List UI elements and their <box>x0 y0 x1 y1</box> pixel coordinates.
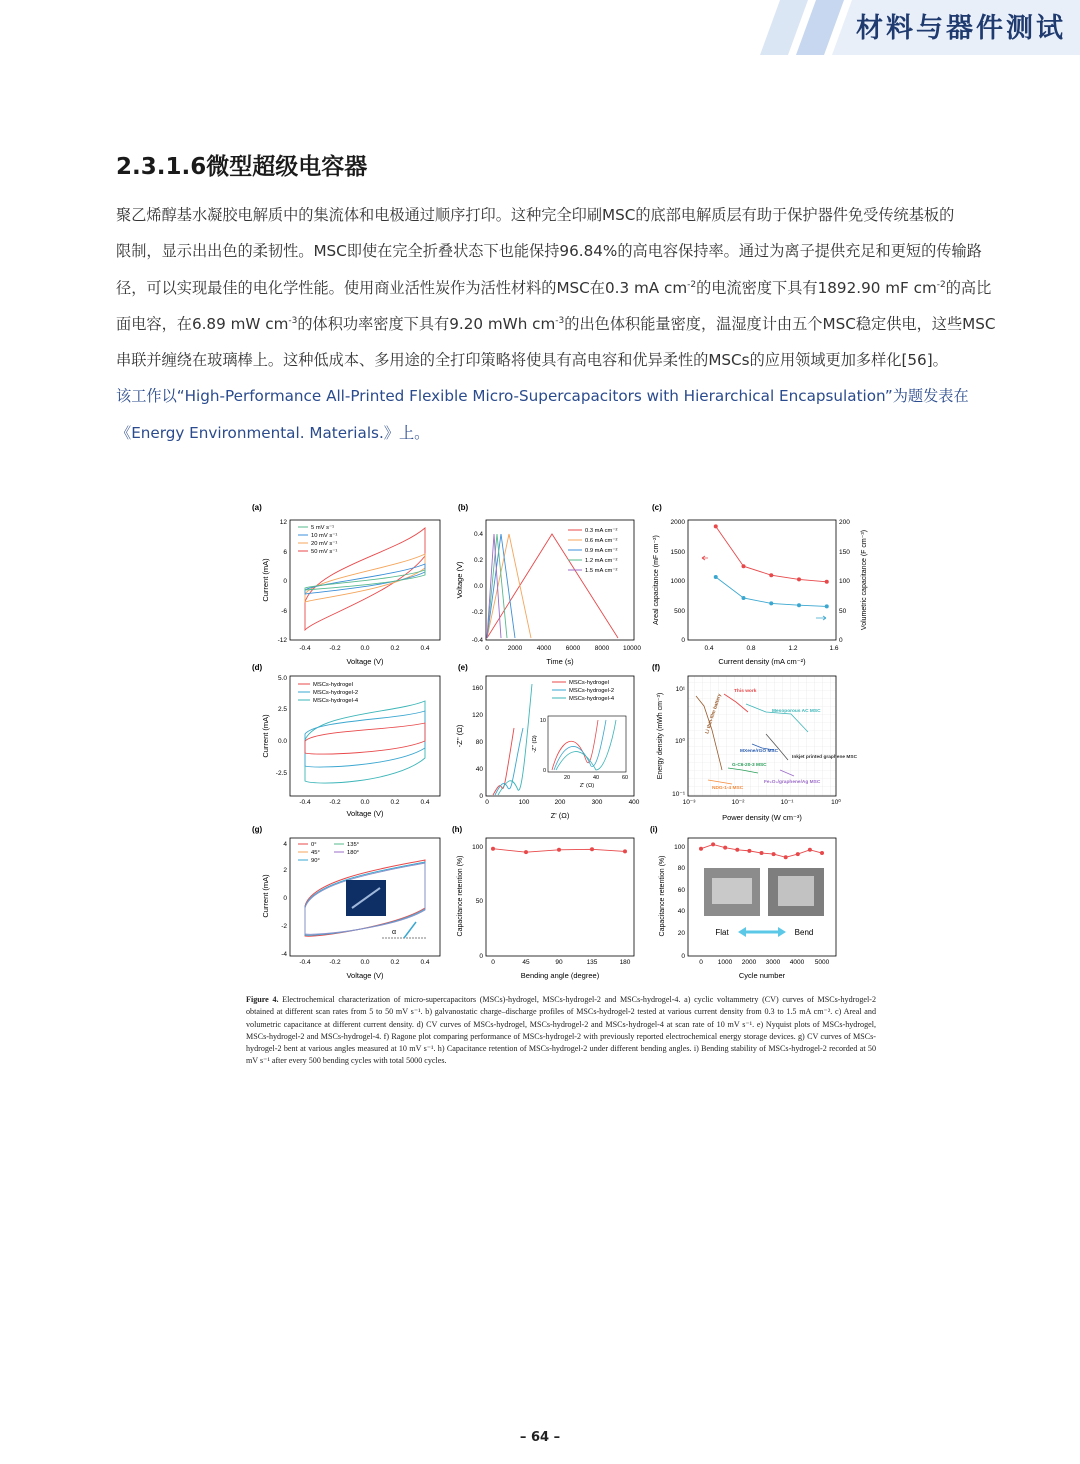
panel-e <box>455 663 640 820</box>
axis-label: Volumetric capacitance (F cm⁻³) <box>861 529 868 631</box>
svg-text:90: 90 <box>555 959 563 966</box>
svg-text:300: 300 <box>591 799 603 806</box>
svg-text:2: 2 <box>283 867 287 874</box>
axis-label: Capacitance retention (%) <box>457 855 464 937</box>
svg-text:0.4: 0.4 <box>420 799 430 806</box>
svg-text:10 mV s⁻¹: 10 mV s⁻¹ <box>311 533 338 539</box>
areal-capacitance-point <box>825 580 829 584</box>
svg-text:400: 400 <box>628 799 640 806</box>
volumetric-capacitance-point <box>825 604 829 608</box>
retention-angle-point <box>524 850 528 854</box>
axis-label: Cycle number <box>738 971 786 980</box>
svg-text:MSCs-hydrogel: MSCs-hydrogel <box>569 680 609 686</box>
legend <box>298 525 337 555</box>
svg-text:120: 120 <box>472 712 483 719</box>
axis-label: Areal capacitance (mF cm⁻²) <box>653 535 660 625</box>
svg-text:90°: 90° <box>311 858 320 864</box>
svg-text:4000: 4000 <box>536 645 552 652</box>
panel-i <box>650 825 836 980</box>
panel-label: (b) <box>458 503 469 512</box>
svg-text:0.0: 0.0 <box>360 645 370 652</box>
panel-f <box>652 663 858 822</box>
svg-text:180°: 180° <box>347 850 359 856</box>
panel-a <box>252 503 440 666</box>
svg-text:8000: 8000 <box>594 645 610 652</box>
retention-cycle-point <box>735 848 739 852</box>
svg-text:-0.2: -0.2 <box>329 959 341 966</box>
svg-text:150: 150 <box>839 549 850 556</box>
axis-label: Current density (mA cm⁻²) <box>718 657 806 666</box>
svg-text:60: 60 <box>621 775 629 781</box>
svg-text:-Z'' (Ω): -Z'' (Ω) <box>532 735 538 753</box>
legend <box>552 680 615 702</box>
svg-text:Inkjet printed graphene MSC: Inkjet printed graphene MSC <box>792 755 858 760</box>
svg-text:0: 0 <box>681 637 685 644</box>
svg-text:MSCs-hydrogel-4: MSCs-hydrogel-4 <box>313 698 359 704</box>
retention-cycle-point <box>723 846 727 850</box>
figure-caption: Figure 4. Electrochemical characterization of micro-supercapacitors (MSCs)-hydrogel, MSCs-hydrogel-2 and MSCs-hydrogel-4. a) cyclic voltammetry (CV) curves of MSCs-hydrogel-2 obtained at different scan rates from 5 to 50 mV s⁻¹. b) galvanostatic charge–discharge profiles of MSCs-hydrogel-2 tested at various current density from 0.3 to 1.5 mA cm⁻². c) Areal and volumetric capacitance at different current density. d) CV curves of MSCs-hydrogel, MSCs-hydrogel-2 and MSCs-hydrogel-4 at scan rate of 10 mV s⁻¹. e) Nyquist plots of MSCs-hydrogel, MSCs-hydrogel-2 and MSCs-hydrogel-4. f) Ragone plot comparing performance of MSCs-hydrogel-2 with previously reported electrochemical energy storage devices. g) CV curves of MSCs-hydrogel-2 bent at various angles measured at 10 mV s⁻¹. h) Capacitance retention of MSCs-hydrogel-2 under different bending angles. i) Bending stability of MSCs-hydrogel-2 recorded at 50 mV s⁻¹ after every 500 bending cycles with total 5000 cycles. <box>246 995 877 1066</box>
retention-cycle-point <box>784 855 788 859</box>
svg-text:0: 0 <box>479 793 483 800</box>
svg-text:Li thin-film battery: Li thin-film battery <box>705 693 723 735</box>
volumetric-capacitance-point <box>742 596 746 600</box>
svg-text:40: 40 <box>475 766 483 773</box>
svg-text:10⁻¹: 10⁻¹ <box>780 799 794 806</box>
svg-text:80: 80 <box>475 739 483 746</box>
axis-label: -Z'' (Ω) <box>455 724 464 748</box>
retention-cycle-point <box>796 852 800 856</box>
svg-text:-2.5: -2.5 <box>275 770 287 777</box>
svg-text:NDG-1-4 MSC: NDG-1-4 MSC <box>712 786 744 791</box>
svg-text:0: 0 <box>283 578 287 585</box>
axis-label: Voltage (V) <box>346 657 384 666</box>
svg-text:-0.2: -0.2 <box>329 799 341 806</box>
areal-capacitance-point <box>714 524 718 528</box>
svg-text:10⁻³: 10⁻³ <box>682 799 696 806</box>
axis-label: Voltage (V) <box>346 809 384 818</box>
page-number: – 64 – <box>519 1430 561 1445</box>
svg-text:Bend: Bend <box>794 928 814 937</box>
figure-4 <box>246 498 882 988</box>
svg-text:0: 0 <box>485 645 489 652</box>
svg-text:2000: 2000 <box>741 959 757 966</box>
svg-text:10⁰: 10⁰ <box>675 738 685 745</box>
retention-cycle-point <box>747 849 751 853</box>
svg-text:200: 200 <box>554 799 566 806</box>
publication-line: 该工作以“High-Performance All-Printed Flexible Micro-Supercapacitors with Hierarchical Encapsulation”为题发表在 <box>116 387 969 406</box>
svg-text:1.2 mA cm⁻²: 1.2 mA cm⁻² <box>585 558 618 564</box>
svg-text:0: 0 <box>681 953 685 960</box>
svg-text:80: 80 <box>677 865 685 872</box>
svg-text:200: 200 <box>839 519 850 526</box>
retention-cycle-point <box>820 851 824 855</box>
legend <box>298 682 359 704</box>
chart-i-plot <box>699 842 824 859</box>
svg-text:0: 0 <box>485 799 489 806</box>
chart-c-plot <box>714 524 829 608</box>
svg-text:0.8: 0.8 <box>746 645 756 652</box>
svg-text:-4: -4 <box>281 951 287 958</box>
body-line: 限制，显示出出色的柔韧性。MSC即使在完全折叠状态下也能保持96.84%的高电容保持率。通过为离子提供充足和更短的传输路 <box>116 242 982 261</box>
retention-cycle-line <box>701 844 822 857</box>
panel-label: (c) <box>652 503 662 512</box>
axis-label: Current (mA) <box>261 558 270 602</box>
svg-text:5 mV s⁻¹: 5 mV s⁻¹ <box>311 525 335 531</box>
svg-text:0.2: 0.2 <box>473 557 483 564</box>
axis-label: Bending angle (degree) <box>520 971 600 980</box>
retention-angle-point <box>590 847 594 851</box>
svg-text:40: 40 <box>592 775 600 781</box>
svg-text:Mesoporous AC MSC: Mesoporous AC MSC <box>772 709 821 714</box>
svg-text:0.2: 0.2 <box>390 959 400 966</box>
svg-text:MSCs-hydrogel-2: MSCs-hydrogel-2 <box>569 688 615 694</box>
svg-text:MSCs-hydrogel-2: MSCs-hydrogel-2 <box>313 690 359 696</box>
body-paragraph <box>116 197 1016 451</box>
areal-capacitance-point <box>797 577 801 581</box>
svg-text:0.2: 0.2 <box>390 799 400 806</box>
svg-text:100: 100 <box>839 578 850 585</box>
panel-label: (e) <box>458 663 468 672</box>
section-title: 2.3.1.6微型超级电容器 <box>116 154 368 180</box>
panel-h <box>452 825 634 980</box>
svg-text:20: 20 <box>677 930 685 937</box>
journal-line: 《Energy Environmental. Materials.》上。 <box>116 423 430 442</box>
svg-text:50: 50 <box>475 898 483 905</box>
svg-text:3000: 3000 <box>765 959 781 966</box>
body-line: 径，可以实现最佳的电化学性能。使用商业活性炭作为活性材料的MSC在0.3 mA $cm^{-2}$的电流密度下具有1892.90 mF $cm^{-2}$的高比 <box>116 278 992 297</box>
svg-text:135: 135 <box>586 959 598 966</box>
axis-label: Energy density (mWh cm⁻³) <box>657 692 664 780</box>
svg-text:10⁻²: 10⁻² <box>731 799 745 806</box>
svg-text:-0.2: -0.2 <box>471 609 483 616</box>
svg-text:0.3 mA cm⁻²: 0.3 mA cm⁻² <box>585 528 618 534</box>
svg-text:0.4: 0.4 <box>704 645 714 652</box>
svg-text:10: 10 <box>539 718 546 724</box>
svg-text:135°: 135° <box>347 842 359 848</box>
svg-text:20 mV s⁻¹: 20 mV s⁻¹ <box>311 541 338 547</box>
svg-text:0°: 0° <box>311 842 317 848</box>
retention-cycle-point <box>772 852 776 856</box>
legend <box>568 528 617 574</box>
svg-text:0: 0 <box>699 959 703 966</box>
svg-text:180: 180 <box>619 959 631 966</box>
svg-text:0.2: 0.2 <box>390 645 400 652</box>
svg-text:0.0: 0.0 <box>360 799 370 806</box>
svg-text:5000: 5000 <box>814 959 830 966</box>
svg-text:1.2: 1.2 <box>788 645 798 652</box>
svg-text:4: 4 <box>283 841 287 848</box>
body-line: 聚乙烯醇基水凝胶电解质中的集流体和电极通过顺序打印。这种完全印刷MSC的底部电解质层有助于保护器件免受传统基板的 <box>116 206 955 224</box>
retention-angle-point <box>557 848 561 852</box>
svg-text:-0.4: -0.4 <box>299 959 311 966</box>
svg-text:MXene/rGO MSC: MXene/rGO MSC <box>740 749 779 754</box>
svg-text:1000: 1000 <box>717 959 733 966</box>
panel-label: (i) <box>650 825 658 834</box>
retention-cycle-point <box>699 847 703 851</box>
volumetric-capacitance-point <box>797 603 801 607</box>
panel-d <box>252 663 440 818</box>
chart-h-plot <box>491 847 627 854</box>
axis-label: Time (s) <box>546 657 574 666</box>
svg-text:0: 0 <box>283 895 287 902</box>
svg-text:160: 160 <box>472 685 483 692</box>
svg-text:Z' (Ω): Z' (Ω) <box>579 783 595 789</box>
svg-text:0.4: 0.4 <box>420 645 430 652</box>
panel-label: (f) <box>652 663 660 672</box>
axis-label: Current (mA) <box>261 714 270 758</box>
svg-text:10⁻¹: 10⁻¹ <box>672 791 685 798</box>
svg-text:45: 45 <box>522 959 530 966</box>
svg-text:MSCs-hydrogel: MSCs-hydrogel <box>313 682 353 688</box>
svg-text:1.5 mA cm⁻²: 1.5 mA cm⁻² <box>585 568 618 574</box>
svg-text:-12: -12 <box>277 637 287 644</box>
svg-text:50 mV s⁻¹: 50 mV s⁻¹ <box>311 549 338 555</box>
svg-text:100: 100 <box>518 799 530 806</box>
svg-text:-6: -6 <box>281 608 287 615</box>
svg-text:0.0: 0.0 <box>473 583 483 590</box>
svg-text:-0.2: -0.2 <box>329 645 341 652</box>
svg-text:6000: 6000 <box>565 645 581 652</box>
retention-cycle-point <box>808 848 812 852</box>
svg-text:40: 40 <box>677 908 685 915</box>
svg-text:50: 50 <box>839 608 847 615</box>
axis-label: Voltage (V) <box>346 971 384 980</box>
axis-label: Capacitance retention (%) <box>659 855 666 937</box>
panel-label: (g) <box>252 825 263 834</box>
svg-text:4000: 4000 <box>789 959 805 966</box>
svg-text:0.0: 0.0 <box>277 738 287 745</box>
panel-label: (d) <box>252 663 263 672</box>
svg-text:45°: 45° <box>311 850 320 856</box>
inset-nyquist <box>532 716 628 789</box>
panel-c <box>652 503 868 666</box>
svg-text:0: 0 <box>479 953 483 960</box>
svg-text:12: 12 <box>279 519 287 526</box>
svg-text:0.9 mA cm⁻²: 0.9 mA cm⁻² <box>585 548 618 554</box>
volumetric-capacitance-point <box>714 575 718 579</box>
svg-text:10⁰: 10⁰ <box>831 799 841 806</box>
retention-cycle-point <box>760 851 764 855</box>
svg-text:20: 20 <box>563 775 571 781</box>
axis-label: Power density (W cm⁻³) <box>722 813 802 822</box>
panel-label: (a) <box>252 503 262 512</box>
svg-text:0: 0 <box>491 959 495 966</box>
svg-text:-0.4: -0.4 <box>471 637 483 644</box>
svg-text:G-C6-20-3 MSC: G-C6-20-3 MSC <box>732 763 767 768</box>
svg-text:0: 0 <box>839 637 843 644</box>
svg-text:0: 0 <box>542 768 546 774</box>
svg-text:2000: 2000 <box>507 645 523 652</box>
svg-text:Fe₂O₃/graphene/Ag MSC: Fe₂O₃/graphene/Ag MSC <box>764 780 821 785</box>
svg-text:100: 100 <box>472 844 483 851</box>
svg-text:500: 500 <box>674 608 685 615</box>
header-title: 材料与器件测试 <box>856 13 1066 44</box>
retention-cycle-point <box>711 842 715 846</box>
svg-text:0.4: 0.4 <box>473 531 483 538</box>
svg-text:1000: 1000 <box>670 578 685 585</box>
volumetric-capacitance-point <box>769 601 773 605</box>
svg-text:-2: -2 <box>281 923 287 930</box>
svg-text:1.6: 1.6 <box>829 645 839 652</box>
svg-text:10000: 10000 <box>622 645 642 652</box>
body-line: 面电容，在6.89 mW $cm^{-3}$的体积功率密度下具有9.20 mWh $cm^{-3}$的出色体积能量密度，温湿度计由五个MSC稳定供电，这些MSC <box>116 314 996 333</box>
areal-capacitance-point <box>742 564 746 568</box>
svg-text:0.4: 0.4 <box>420 959 430 966</box>
svg-text:MSCs-hydrogel-4: MSCs-hydrogel-4 <box>569 696 615 702</box>
svg-text:-0.4: -0.4 <box>299 645 311 652</box>
axis-label: Z' (Ω) <box>550 811 570 820</box>
retention-angle-point <box>623 849 627 853</box>
svg-text:60: 60 <box>677 887 685 894</box>
svg-text:0.6 mA cm⁻²: 0.6 mA cm⁻² <box>585 538 618 544</box>
panel-label: (h) <box>452 825 463 834</box>
svg-text:1500: 1500 <box>670 549 685 556</box>
svg-text:This work: This work <box>734 689 757 694</box>
axis-label: Voltage (V) <box>455 561 464 599</box>
svg-text:-0.4: -0.4 <box>299 799 311 806</box>
axis-label: Current (mA) <box>261 874 270 918</box>
svg-text:2000: 2000 <box>670 519 685 526</box>
svg-text:100: 100 <box>674 844 685 851</box>
svg-text:0.0: 0.0 <box>360 959 370 966</box>
areal-capacitance-point <box>769 573 773 577</box>
svg-text:Flat: Flat <box>715 928 729 937</box>
svg-text:5.0: 5.0 <box>277 675 287 682</box>
panel-g <box>252 825 440 980</box>
svg-text:2.5: 2.5 <box>277 706 287 713</box>
svg-text:α: α <box>392 929 397 936</box>
double-arrow <box>738 927 786 937</box>
panel-b <box>455 503 641 666</box>
body-line: 串联并缠绕在玻璃棒上。这种低成本、多用途的全打印策略将使具有高电容和优异柔性的MSCs的应用领域更加多样化[56]。 <box>116 351 948 370</box>
retention-angle-point <box>491 847 495 851</box>
svg-text:6: 6 <box>283 549 287 556</box>
svg-text:10¹: 10¹ <box>675 686 685 693</box>
legend <box>298 842 359 864</box>
